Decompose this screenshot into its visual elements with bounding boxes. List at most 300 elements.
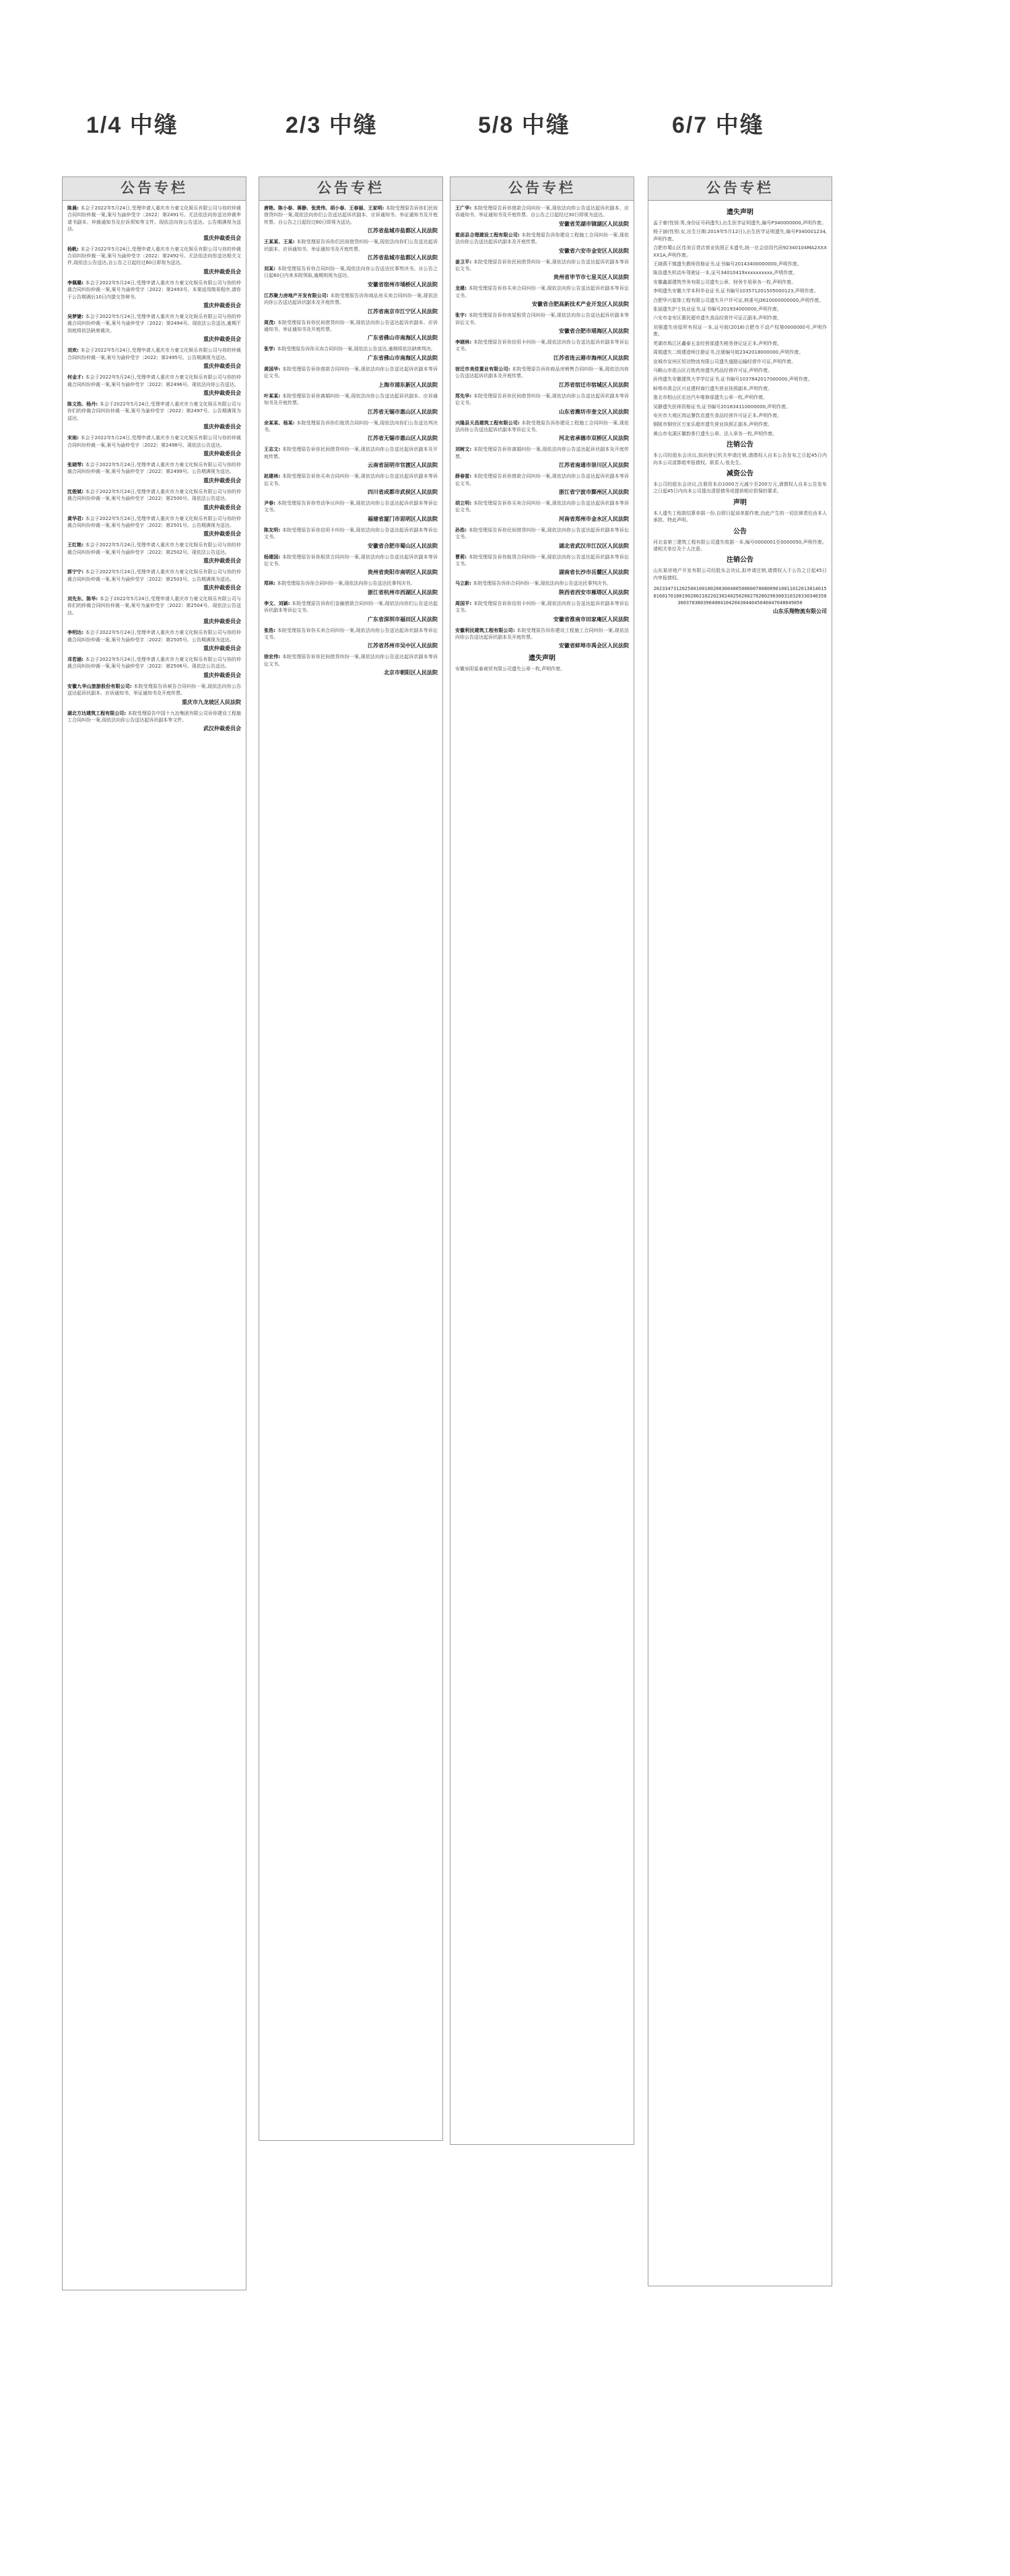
notice-signature: 江苏省宿迁市宿城区人民法院 xyxy=(559,381,629,388)
notice-item xyxy=(264,446,438,469)
notice-body xyxy=(67,347,241,361)
notice-party: 郭宁宁: xyxy=(67,569,86,575)
notice-item xyxy=(264,580,438,595)
notice-body xyxy=(67,488,241,503)
notice-signature: 重庆仲裁委员会 xyxy=(203,450,241,457)
notice-item xyxy=(264,265,438,288)
notice-item xyxy=(67,205,241,242)
notice-signature: 安徽省淮南市田家庵区人民法院 xyxy=(553,616,629,622)
notice-item xyxy=(67,401,241,430)
notice-item xyxy=(264,600,438,623)
notice-title: 遗失声明 xyxy=(727,209,753,216)
notice-item xyxy=(455,285,629,308)
notice-body xyxy=(67,205,241,233)
notice-signature: 广东省佛山市南海区人民法院 xyxy=(368,354,438,361)
notice-content: 本院受理原告诉你们民间借贷纠纷一案,现依法向你们公告送达起诉状副本、应诉通知书、举证通知书及开庭传票。自公告之日起经过60日即视为送达。 xyxy=(264,205,438,225)
notice-party: 安徽九华山旅游股份有限公司: xyxy=(67,683,134,689)
notice-content: 本院受理原告诉你商品房销售合同纠纷一案,现依法向你公告送达起诉状副本及开庭传票。 xyxy=(455,366,629,379)
notice-party: 吴梦婕: xyxy=(67,314,86,320)
notice-signature: 安徽省合肥市蜀山区人民法院 xyxy=(368,542,438,549)
notice-party: 邓若涵: xyxy=(67,657,86,663)
notice-signature: 陕西省西安市雁塔区人民法院 xyxy=(559,589,629,595)
notice-content: 本院受理原告诉你信用卡纠纷一案,现依法向你公告送达起诉状副本等诉讼文书。 xyxy=(455,600,629,614)
notice-content: 本院受理原告诉你建设工程施工合同纠纷一案,现依法向你公告送达起诉状副本及开庭传票。 xyxy=(455,232,629,245)
notice-item xyxy=(264,653,438,676)
notice-signature: 北京市朝阳区人民法院 xyxy=(384,670,438,676)
notice-body xyxy=(67,710,241,724)
notice-item xyxy=(264,420,438,443)
notice-party: 王某某、王某: xyxy=(264,239,297,245)
notice-body xyxy=(264,653,438,668)
notice-signature: 重庆仲裁委员会 xyxy=(203,558,241,565)
notice-body xyxy=(67,401,241,422)
notice-party: 宋雨: xyxy=(67,435,81,441)
notice-signature: 重庆仲裁委员会 xyxy=(203,234,241,241)
notice-body xyxy=(455,446,629,460)
notice-body xyxy=(264,292,438,307)
notice-item xyxy=(67,656,241,679)
notice-item xyxy=(67,542,241,565)
notice-body xyxy=(455,312,629,326)
notice-item xyxy=(455,473,629,496)
notice-body xyxy=(455,580,629,587)
notice-signature: 山东省潍坊市奎文区人民法院 xyxy=(559,408,629,415)
notice-body xyxy=(264,527,438,541)
notice-party: 刘某: xyxy=(264,266,277,272)
notice-party: 王广华: xyxy=(455,205,473,211)
notice-party: 王红艳: xyxy=(67,542,86,548)
section-heading: 声明 xyxy=(733,498,747,507)
notice-signature: 贵州省毕节市七星关区人民法院 xyxy=(553,274,629,281)
notice-party: 尹春: xyxy=(264,500,277,506)
notice-party: 兴隆县天昌建筑工程有限公司: xyxy=(455,420,522,426)
notice-body xyxy=(264,580,438,587)
notice-body xyxy=(67,374,241,388)
notice-body xyxy=(264,473,438,487)
loss-statement: 安庆市大观区鸿运餐饮店遗失食品经营许可证正本,声明作废。 xyxy=(653,412,782,418)
notice-content: 本会于2022年5月24日,受理申请人重庆市力豪文化娱乐有限公司与你的仲裁合同纠纷仲裁一案,案号为渝仲受字〔2022〕第2495号。公告期满视为送达。 xyxy=(67,348,241,360)
notice-body xyxy=(264,420,438,434)
notice-party: 湖北方达建筑工程有限公司: xyxy=(67,710,128,716)
notice-body xyxy=(264,366,438,380)
notice-body xyxy=(455,339,629,353)
notice-signature: 重庆仲裁委员会 xyxy=(203,618,241,625)
notice-party: 霍邱县合理建设工程有限公司: xyxy=(455,232,522,238)
loss-statement: 杨子涵(性别:女,出生日期:2019年5月12日),出生医学证明遗失,编号P340001234,声明作废。 xyxy=(653,229,827,242)
notice-item xyxy=(67,683,241,706)
notice-content: 本会于2022年5月24日,受理申请人重庆市力豪文化娱乐有限公司与你们的仲裁合同纠纷仲裁一案,案号为渝仲受字〔2022〕第2504号。现依法公告送达。 xyxy=(67,596,241,616)
notice-content: 本会于2022年5月24日,受理申请人重庆市力豪文化娱乐有限公司与你的仲裁合同纠纷仲裁一案,案号为渝仲受字〔2022〕第2491号。无法依法向你送达仲裁申请书副本、仲裁通知书及应诉须知等文件。现依法向你公告送达。公告期满视为送达。 xyxy=(67,205,241,232)
notice-content: 本院受理原告诉你买卖合同纠纷一案,现依法向你公告送达起诉状副本等诉讼文书。 xyxy=(264,627,438,640)
loss-statement: 合肥华兴装饰工程有限公司遗失开户许可证,核准号J3610000000000,声明作废。 xyxy=(653,297,824,303)
notice-content: 本院受理原告诉你们民间借贷纠纷一案,现依法向你们公告送达起诉状副本、应诉通知书、举证通知书及开庭传票。 xyxy=(264,239,438,252)
loss-statement: 陈浩遗失机动车驾驶证一本,证号34010419xxxxxxxxxx,声明作废。 xyxy=(653,270,798,276)
notice-party: 郑先华: xyxy=(455,393,473,399)
notice-party: 宿迁市美佳置业有限公司: xyxy=(455,366,512,372)
notice-content: 本院受理原告诉你买卖合同纠纷一案,现依法公告送达,逾期将依法缺席判决。 xyxy=(277,346,436,352)
section-text: 本人遗失工程款结算单据一份,自即日起该单据作废,由此产生的一切法律责任由本人承担。特此声明。 xyxy=(653,510,827,523)
notice-item xyxy=(67,461,241,484)
notice-body xyxy=(264,346,438,352)
notice-party: 叶某某: xyxy=(264,393,282,399)
section-text: 河北省第三建筑工程有限公司遗失收据一本,编号0000001至0000050,声明作废。请相关单位及个人注意。 xyxy=(653,539,827,552)
column-body xyxy=(63,201,246,742)
notice-signature: 江苏省南通市崇川区人民法院 xyxy=(559,462,629,469)
notice-party: 薛春雷: xyxy=(455,474,473,480)
notice-body xyxy=(455,527,629,541)
notice-content: 本会于2022年5月24日,受理申请人重庆市力豪文化娱乐有限公司与你的仲裁合同纠纷仲裁一案,案号为渝仲受字〔2022〕第2506号。现依法公告送达。 xyxy=(67,657,241,670)
notice-item xyxy=(455,600,629,623)
notice-signature: 江苏省苏州市吴中区人民法院 xyxy=(368,643,438,649)
section-text: 本公司经股东会决议,注册资本由1000万元减少至200万元,请债权人自本公告发布之日起45日内向本公司提出清偿债务或提供相应担保的要求。 xyxy=(653,481,827,494)
notice-party: 周国平: xyxy=(455,600,473,606)
notice-item xyxy=(67,347,241,370)
notice-item xyxy=(264,527,438,550)
notice-column-2 xyxy=(259,176,443,2141)
notice-signature: 湖北省武汉市江汉区人民法院 xyxy=(559,542,629,549)
notice-content: 本院受理原告诉你们租赁合同纠纷一案,现依法向你们公告送达判决书。 xyxy=(264,420,438,432)
notice-body xyxy=(455,627,629,641)
column-header: 公告专栏 xyxy=(63,177,246,201)
notice-content: 本会于2022年5月24日,受理申请人重庆市力豪文化娱乐有限公司与你的仲裁合同纠纷仲裁一案,案号为渝仲受字〔2022〕第2494号。现依法公告送达,逾期不到庭将依法缺席裁决。 xyxy=(67,314,241,333)
notice-item xyxy=(67,569,241,591)
notice-content: 本会于2022年5月24日,受理申请人重庆市力豪文化娱乐有限公司与你的仲裁合同纠纷仲裁一案,案号为渝仲受字〔2022〕第2505号。公告期满视为送达。 xyxy=(67,630,241,643)
column-header: 公告专栏 xyxy=(259,177,442,201)
notice-party: 杨帆: xyxy=(67,246,81,252)
notice-signature: 重庆仲裁委员会 xyxy=(203,645,241,652)
notice-content: 本院受理原告诉你租赁合同纠纷一案,现依法向你公告送达起诉状副本等诉讼文书。 xyxy=(264,554,438,567)
notice-content: 本院受理原告诉你买卖合同纠纷一案,现依法向你公告送达起诉状副本等诉讼文书。 xyxy=(455,500,629,513)
loss-statement: 黄山市屯溪区徽韵茶行遗失公章、法人章各一枚,声明作废。 xyxy=(653,430,778,437)
loss-statement: 合肥市蜀山区佳美百货店营业执照正本遗失,统一社会信用代码92340104MA2XXXXX1A,声明作废。 xyxy=(653,245,827,258)
notice-content: 本院受理原告诉你商品房买卖合同纠纷一案,现依法向你公告送达起诉状副本及开庭传票。 xyxy=(264,292,438,306)
notice-body xyxy=(67,542,241,556)
notice-signature: 安徽省合肥市瑶海区人民法院 xyxy=(559,328,629,335)
notice-party: 孙浩: xyxy=(455,527,469,533)
loss-statement: 张丽遗失护士执业证书,证书编号201934000000,声明作废。 xyxy=(653,307,782,313)
column-body xyxy=(648,201,832,621)
notice-item xyxy=(264,319,438,342)
section-signature: 山东乐翔物流有限公司 xyxy=(773,608,827,615)
notice-signature: 福建省厦门市思明区人民法院 xyxy=(368,515,438,522)
loss-statement: 六安市金安区惠民超市遗失食品经营许可证正副本,声明作废。 xyxy=(653,315,782,321)
notice-content: 本会于2022年5月24日,受理申请人重庆市力豪文化娱乐有限公司与你的仲裁合同纠纷仲裁一案,案号为渝仲受字〔2022〕第2503号。公告期满视为送达。 xyxy=(67,569,241,582)
loss-statement: 铜陵市铜官区万家乐超市遗失营业执照正副本,声明作废。 xyxy=(653,422,773,428)
notice-signature: 江苏省盐城市盐都区人民法院 xyxy=(368,255,438,261)
fold-label-2-3: 2/3 中缝 xyxy=(285,112,378,138)
notice-content: 本院受理原告诉你租赁合同纠纷一案,现依法向你公告送达起诉状副本等诉讼文书。 xyxy=(455,554,629,567)
notice-item xyxy=(455,366,629,389)
notice-party: 李佩璐: xyxy=(67,280,86,286)
notice-item xyxy=(67,629,241,652)
notice-body xyxy=(67,595,241,616)
notice-content: 本会于2022年5月24日,受理申请人重庆市力豪文化娱乐有限公司与你们的仲裁合同纠纷仲裁一案,案号为渝仲受字〔2022〕第2497号。公告期满视为送达。 xyxy=(67,401,241,421)
notice-body xyxy=(67,280,241,300)
notice-item xyxy=(455,580,629,595)
notice-content: 本院受理原告诉你借款合同纠纷一案,现依法向你公告送达起诉状副本等诉讼文书。 xyxy=(455,474,629,486)
notice-item xyxy=(455,446,629,469)
notice-body xyxy=(264,319,438,333)
notice-body xyxy=(455,473,629,487)
notice-item xyxy=(264,366,438,389)
notice-item xyxy=(67,280,241,309)
notice-signature: 重庆仲裁委员会 xyxy=(203,672,241,678)
notice-content: 本院受理原告诉你民间借贷纠纷一案,现依法向你公告送达起诉状副本等诉讼文书。 xyxy=(455,259,629,272)
notice-party: 黄国华: xyxy=(264,366,282,372)
notice-signature: 重庆仲裁委员会 xyxy=(203,302,241,309)
notice-party: 陈文浩、杨丹: xyxy=(67,401,100,407)
notice-item xyxy=(455,420,629,443)
notice-content: 本院受理原告诉你建设工程施工合同纠纷一案,现依法向你公告送达起诉状副本等诉讼文书。 xyxy=(455,420,629,432)
notice-item xyxy=(455,554,629,577)
notice-item xyxy=(455,500,629,523)
notice-content: 本会于2022年5月24日,受理申请人重庆市力豪文化娱乐有限公司与你的仲裁合同纠纷仲裁一案,案号为渝仲受字〔2022〕第2502号。现依法公告送达。 xyxy=(67,542,241,555)
notice-body xyxy=(455,259,629,273)
column-body xyxy=(450,201,634,678)
notice-signature: 重庆仲裁委员会 xyxy=(203,531,241,538)
notice-body xyxy=(264,238,438,253)
notice-item xyxy=(455,232,629,255)
notice-item xyxy=(455,627,629,650)
loss-statement: 周娟遗失二级建造师注册证书,注册编号皖2342018000000,声明作废。 xyxy=(653,350,804,356)
notice-item xyxy=(455,527,629,550)
notice-content: 本会于2022年5月24日,受理申请人重庆市力豪文化娱乐有限公司与你的仲裁合同纠纷仲裁一案,案号为渝仲受字〔2022〕第2493号。本案适用简易程序,请你于公告期满后10日内提交答辩书。 xyxy=(67,280,241,300)
loss-statement: 淮北市相山区宏达汽车维修部遗失公章一枚,声明作废。 xyxy=(653,395,768,401)
number-list: 2023347312025001001002003004005006007008009010011012013014015016017018019020021022023024025026027028029030031032033034035036037038039040041042043044045046047048049050 xyxy=(653,586,827,606)
notice-content: 本院受理原告中国十九冶集团有限公司诉你建设工程施工合同纠纷一案,现依法向你公告送达起诉状副本等文件。 xyxy=(67,710,241,723)
notice-body xyxy=(455,205,629,219)
notice-content: 本院受理原告诉你借款合同纠纷一案,现依法向你公告送达起诉状副本、应诉通知书、举证通知书及开庭传票。自公告之日起经过30日即视为送达。 xyxy=(455,205,629,218)
loss-statement: 王晓燕不慎遗失教师资格证书,证书编号20143400000000,声明作废。 xyxy=(653,261,802,267)
notice-item xyxy=(264,554,438,577)
notice-signature: 江苏省无锡市惠山区人民法院 xyxy=(368,435,438,442)
notice-content: 本院受理原告诉你们金融借款合同纠纷一案,现依法向你们公告送达起诉状副本等诉讼文书。 xyxy=(264,600,438,614)
notice-signature: 河南省郑州市金水区人民法院 xyxy=(559,515,629,522)
notice-body xyxy=(455,232,629,246)
notice-party: 李文、刘颖: xyxy=(264,600,292,606)
notice-body xyxy=(455,500,629,514)
notice-content: 本会于2022年5月24日,受理申请人重庆市力豪文化娱乐有限公司与你的仲裁合同纠纷仲裁一案,案号为渝仲受字〔2022〕第2492号。无法依法向你送达相关文件,现依法公告送达,自公告之日起经过60日即视为送达。 xyxy=(67,246,241,266)
notice-signature: 浙江省杭州市西湖区人民法院 xyxy=(368,589,438,595)
notice-party: 安徽利民建筑工程有限公司: xyxy=(455,627,517,633)
notice-item xyxy=(264,473,438,496)
notice-signature: 广东省佛山市南海区人民法院 xyxy=(368,335,438,342)
notice-party: 余某某、杨某: xyxy=(264,420,297,426)
notice-party: 杨建国: xyxy=(264,554,282,560)
notice-body xyxy=(455,285,629,299)
notice-body xyxy=(264,627,438,641)
notice-content: 本会于2022年5月24日,受理申请人重庆市力豪文化娱乐有限公司与你的仲裁合同纠纷仲裁一案,案号为渝仲受字〔2022〕第2496号。现依法向你公告送达。 xyxy=(67,375,241,387)
notice-body xyxy=(455,366,629,380)
notice-signature: 重庆仲裁委员会 xyxy=(203,363,241,370)
notice-content: 本会于2022年5月24日,受理申请人重庆市力豪文化娱乐有限公司与你的仲裁合同纠纷仲裁一案,案号为渝仲受字〔2022〕第2499号。公告期满视为送达。 xyxy=(67,461,241,475)
notice-content: 本院受理原告诉你买卖合同纠纷一案,现依法向你公告送达起诉状副本等诉讼文书。 xyxy=(455,286,629,298)
notice-signature: 云南省昆明市官渡区人民法院 xyxy=(368,462,438,469)
section-text: 山东某房地产开发有限公司经股东会决议,拟申请注销,请债权人于公告之日起45日内申报债权。 xyxy=(653,568,827,581)
notice-content: 本院受理原告诉你合同纠纷一案,现依法向你公告送达民事判决书。 xyxy=(277,581,415,587)
notice-item xyxy=(455,259,629,282)
notice-party: 郑林: xyxy=(264,581,277,587)
notice-signature: 安徽省宿州市埇桥区人民法院 xyxy=(368,281,438,288)
notice-content: 本院受理原告诉你建设工程施工合同纠纷一案,现依法向你公告送达起诉状副本及开庭传票。 xyxy=(455,627,629,640)
notice-body xyxy=(67,434,241,449)
notice-signature: 江苏省盐城市盐都区人民法院 xyxy=(368,228,438,234)
notice-body xyxy=(67,569,241,583)
notice-content: 本会于2022年5月24日,受理申请人重庆市力豪文化娱乐有限公司与你的仲裁合同纠纷仲裁一案,案号为渝仲受字〔2022〕第2498号。现依法公告送达。 xyxy=(67,435,241,448)
notice-content: 本院受理原告诉被告合同纠纷一案,现依法向你公告送达起诉状副本、应诉通知书、举证通知书及开庭传票。 xyxy=(67,683,241,697)
notice-party: 马立新: xyxy=(455,581,473,587)
notice-party: 刘先东、陈华: xyxy=(67,596,100,602)
notice-content: 本院受理原告诉你民间借贷纠纷一案,现依法向你公告送达起诉状副本等诉讼文书。 xyxy=(455,527,629,540)
notice-item xyxy=(264,205,438,234)
notice-content: 本院受理原告诉你民间借贷纠纷一案,现依法向你公告送达起诉状副本、应诉通知书、举证通知书及开庭传票。 xyxy=(264,319,438,333)
notice-body xyxy=(67,246,241,267)
closing-title: 遗失声明 xyxy=(529,655,556,663)
notice-body xyxy=(67,313,241,334)
fold-label-5-8: 5/8 中缝 xyxy=(478,112,570,138)
column-header: 公告专栏 xyxy=(648,177,832,201)
notice-signature: 重庆仲裁委员会 xyxy=(203,585,241,591)
section-heading: 注销公告 xyxy=(727,441,753,449)
notice-item xyxy=(455,205,629,228)
notice-body xyxy=(67,461,241,476)
column-body xyxy=(259,201,442,686)
notice-party: 姜卫平: xyxy=(455,259,473,265)
notice-item xyxy=(67,313,241,343)
notice-signature: 重庆仲裁委员会 xyxy=(203,389,241,396)
loss-statement: 孟子豪(性别:男,身份证号码遗失),出生医学证明遗失,编号P340000000,声明作废。 xyxy=(653,220,827,226)
loss-statement: 芜湖市鸠江区鑫泰五金经营部遗失税务登记证正本,声明作废。 xyxy=(653,340,782,346)
notice-signature: 安徽省芜湖市镜湖区人民法院 xyxy=(559,220,629,227)
notice-item xyxy=(67,595,241,625)
notice-body xyxy=(264,393,438,407)
notice-body xyxy=(264,205,438,226)
notice-content: 本会于2022年5月24日,受理申请人重庆市力豪文化娱乐有限公司与你的仲裁合同纠纷仲裁一案,案号为渝仲受字〔2022〕第2501号。公告期满视为送达。 xyxy=(67,515,241,528)
notice-signature: 重庆市九龙坡区人民法院 xyxy=(182,699,241,705)
notice-content: 本院受理原告诉你劳动争议纠纷一案,现依法向你公告送达起诉状副本等诉讼文书。 xyxy=(264,500,438,513)
section-heading: 减资公告 xyxy=(727,470,753,478)
notice-party: 周茂: xyxy=(264,319,277,325)
notice-item xyxy=(67,488,241,511)
notice-column-1 xyxy=(62,176,246,2290)
section-heading: 公告 xyxy=(733,527,747,536)
notice-content: 本院受理原告诉你民间借贷纠纷一案,现依法向你公告送达起诉状副本等诉讼文书。 xyxy=(455,393,629,406)
notice-signature: 安徽省蚌埠市禹会区人民法院 xyxy=(559,643,629,649)
notice-item xyxy=(67,246,241,276)
notice-signature: 重庆仲裁委员会 xyxy=(203,477,241,484)
loss-statement: 宣城市宣州区恒达物流有限公司遗失道路运输经营许可证,声明作废。 xyxy=(653,358,797,364)
notice-party: 胡立明: xyxy=(455,500,473,506)
notice-party: 赵建林: xyxy=(264,474,282,480)
notice-signature: 江苏省无锡市惠山区人民法院 xyxy=(368,408,438,415)
notice-party: 张宇: xyxy=(455,313,469,319)
notice-signature: 江苏省南京市江宁区人民法院 xyxy=(368,308,438,315)
notice-party: 刘树文: xyxy=(455,447,473,453)
column-header: 公告专栏 xyxy=(450,177,634,201)
notice-item xyxy=(67,374,241,397)
notice-content: 本院受理原告诉你买卖合同纠纷一案,现依法向你公告送达起诉状副本等诉讼文书。 xyxy=(264,474,438,486)
notice-body xyxy=(67,656,241,670)
notice-body xyxy=(264,600,438,614)
notice-signature: 四川省成都市武侯区人民法院 xyxy=(368,488,438,495)
notice-body xyxy=(264,265,438,280)
notice-party: 何金才: xyxy=(67,375,86,381)
notice-signature: 上海市浦东新区人民法院 xyxy=(378,381,438,388)
notice-body xyxy=(264,500,438,514)
notice-party: 龙建: xyxy=(455,286,469,292)
notice-signature: 江苏省连云港市海州区人民法院 xyxy=(553,354,629,361)
notice-signature: 湖南省长沙市岳麓区人民法院 xyxy=(559,569,629,576)
notice-item xyxy=(67,434,241,457)
notice-body xyxy=(455,393,629,407)
section-heading: 注销公告 xyxy=(727,556,753,565)
notice-content: 本院受理原告诉你离婚纠纷一案,现依法向你公告送达起诉状副本、应诉通知书及开庭传票。 xyxy=(264,393,438,406)
notice-signature: 重庆仲裁委员会 xyxy=(203,504,241,511)
notice-signature: 河北省承德市双桥区人民法院 xyxy=(559,435,629,442)
loss-statement: 蚌埠市禹会区兴业建材商行遗失营业执照副本,声明作废。 xyxy=(653,385,773,391)
fold-label-1-4: 1/4 中缝 xyxy=(86,112,178,138)
notice-content: 本院受理原告诉你民间借贷纠纷一案,现依法向你公告送达起诉状副本等诉讼文书。 xyxy=(264,654,438,667)
notice-party: 陈友明: xyxy=(264,527,282,533)
loss-statement: 刘强遗失房屋所有权证一本,证号皖(2018)合肥市不动产权第0000000号,声明作废。 xyxy=(653,324,827,337)
notice-content: 本院受理原告诉你离婚纠纷一案,现依法向你公告送达起诉状副本及开庭传票。 xyxy=(455,447,629,459)
notice-party: 张浩: xyxy=(264,627,277,633)
notice-body xyxy=(67,515,241,529)
notice-party: 张学: xyxy=(264,346,277,352)
notice-party: 黄华君: xyxy=(67,515,86,521)
notice-party: 唐艳、陈小春、蒋静、张贵伟、胡小春、王春丽、王家明: xyxy=(264,205,386,211)
loss-statement: 孙伟遗失安徽建筑大学学位证书,证书编号1037842017000000,声明作废。 xyxy=(653,377,813,383)
loss-statement: 安徽鑫源建筑劳务有限公司遗失公章、财务专用章各一枚,声明作废。 xyxy=(653,279,797,285)
notice-content: 本院受理原告诉你信用卡纠纷一案,现依法向你公告送达起诉状副本等诉讼文书。 xyxy=(264,527,438,540)
notice-item xyxy=(264,627,438,650)
notice-signature: 浙江省宁波市鄞州区人民法院 xyxy=(559,488,629,495)
notice-party: 李晓林: xyxy=(455,340,473,346)
loss-statement: 吴静遗失医师资格证书,证书编号201834110000000,声明作废。 xyxy=(653,404,791,410)
notice-body xyxy=(264,446,438,460)
notice-content: 本院受理原告诉你合同纠纷一案,现依法向你公告送达民事判决书。 xyxy=(473,581,611,587)
notice-item xyxy=(455,312,629,335)
notice-item xyxy=(455,339,629,362)
notice-party: 刘欢: xyxy=(67,348,81,354)
notice-party: 李明达: xyxy=(67,630,86,636)
notice-signature: 重庆仲裁委员会 xyxy=(203,268,241,275)
closing-text: 安徽阜阳星泰商贸有限公司遗失公章一枚,声明作废。 xyxy=(455,666,566,672)
notice-item xyxy=(264,292,438,315)
loss-statement: 李明遗失安徽大学本科毕业证书,证书编号103571201505000123,声明作废。 xyxy=(653,288,819,294)
notice-signature: 武汉仲裁委员会 xyxy=(203,726,241,732)
notice-item xyxy=(264,500,438,523)
notice-body xyxy=(67,683,241,697)
notice-item xyxy=(67,515,241,538)
notice-party: 陈晨: xyxy=(67,205,81,211)
notice-body xyxy=(455,420,629,434)
notice-body xyxy=(264,554,438,568)
notice-content: 本会于2022年5月24日,受理申请人重庆市力豪文化娱乐有限公司与你的仲裁合同纠纷仲裁一案,案号为渝仲受字〔2022〕第2500号。现依法公告送达。 xyxy=(67,488,241,502)
notice-signature: 安徽省合肥高新技术产业开发区人民法院 xyxy=(532,301,629,308)
notice-party: 曹莉: xyxy=(455,554,469,560)
notice-item xyxy=(455,393,629,416)
notice-party: 王志文: xyxy=(264,447,282,453)
notice-body xyxy=(455,554,629,568)
notice-signature: 贵州省贵阳市南明区人民法院 xyxy=(368,569,438,576)
notice-signature: 重庆仲裁委员会 xyxy=(203,336,241,343)
fold-label-6-7: 6/7 中缝 xyxy=(672,112,764,138)
notice-column-3 xyxy=(450,176,634,2145)
notice-party: 江苏聚力房地产开发有限公司: xyxy=(264,292,331,298)
notice-content: 本院受理原告诉你信用卡纠纷一案,现依法向你公告送达起诉状副本等诉讼文书。 xyxy=(455,340,629,352)
notice-signature: 重庆仲裁委员会 xyxy=(203,424,241,430)
